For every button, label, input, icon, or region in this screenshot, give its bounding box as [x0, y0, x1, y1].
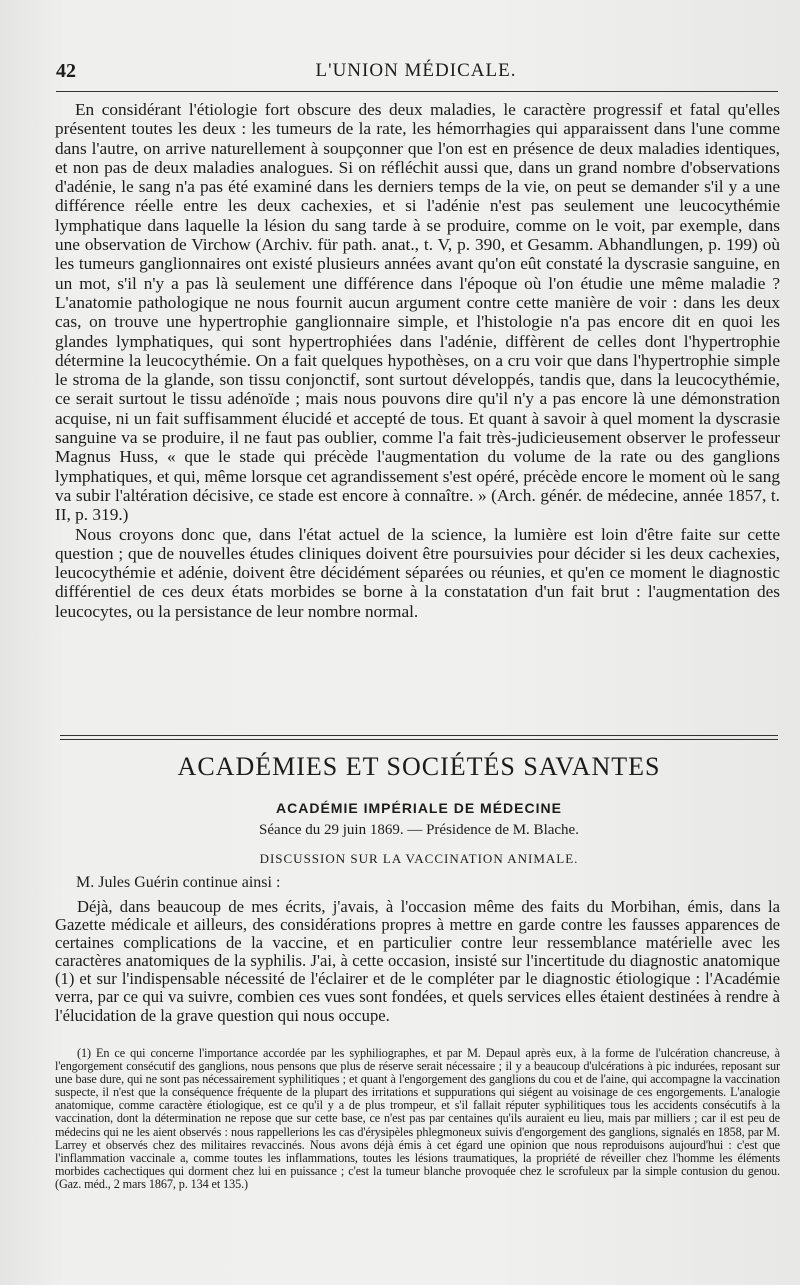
header-rule — [56, 91, 778, 92]
discussion-body — [55, 898, 780, 1025]
academy-title: ACADÉMIE IMPÉRIALE DE MÉDECINE — [276, 800, 562, 816]
article-paragraph: En considérant l'étiologie fort obscure des deux maladies, le caractère progressif et fatal qu'elles présentent toutes les deux : les tumeurs de la rate, les hémorrhagies qui apparaissent dans l'une comme dans l'autre, on arrive naturellement à soupçonner que l'on est en présence de deux maladies identiques, et non pas de deux maladies analogues. Si on réfléchit aussi que, dans un grand nombre d'observations d'adénie, le sang n'a pas été examiné dans les derniers temps de la vie, on peut se demander s'il y a une différence réelle entre les deux cachexies, et si l'adénie n'est pas seulement une leucocythémie lymphatique dans laquelle la lésion du sang tarde à se produire, comme on le voit, par exemple, dans une observation de Virchow (Archiv. für path. anat., t. V, p. 390, et Gesamm. Abhandlungen, p. 199) où les tumeurs ganglionnaires ont existé plusieurs années avant qu'on eût constaté la dyscrasie sanguine, en un mot, s'il n'y a pas là seulement une différence dans l'époque où l'on étudie une même maladie ? L'anatomie pathologique ne nous fournit aucun argument contre cette manière de voir : dans les deux cas, on trouve une hypertrophie ganglionnaire simple, et l'histologie n'a pas encore dit en quoi les glandes lymphatiques, qui sont hypertrophiées dans l'adénie, diffèrent de celles dont l'hypertrophie détermine la leucocythémie. On a fait quelques hypothèses, on a cru voir que dans l'hypertrophie simple le stroma de la glande, son tissu conjonctif, sont surtout développés, tandis que, dans la leucocythémie, ce serait surtout le tissu adénoïde ; mais nous pouvons dire qu'il n'y a pas encore là une démonstration acquise, ni un fait suffisamment élucidé et accepté de tous. Et quant à savoir à quel moment la dyscrasie sanguine va se produire, il ne faut pas oublier, comme l'a fait très-judicieusement observer le professeur Magnus Huss, « que le stade qui précède l'augmentation du volume de la rate ou des ganglions lymphatiques, et qui, même lorsque cet agrandissement s'est opéré, précède encore le moment où le sang va subir l'altération décisive, ce stade est encore à connaître. » (Arch. génér. de médecine, année 1857, t. II, p. 319.) — [55, 100, 780, 525]
section-separator — [60, 735, 778, 740]
journal-title: L'UNION MÉDICALE. — [315, 60, 517, 81]
discussion-heading: DISCUSSION SUR LA VACCINATION ANIMALE. — [259, 851, 579, 866]
running-header — [52, 60, 780, 84]
footnote — [55, 1047, 780, 1191]
session-line: Séance du 29 juin 1869. — Présidence de M. Blache. — [259, 822, 579, 838]
discussion-paragraph: Déjà, dans beaucoup de mes écrits, j'avais, à l'occasion même des faits du Morbihan, émis, dans la Gazette médicale et ailleurs, des considérations propres à mettre en garde contre les fausses apparences de certaines complications de la vaccine, et en particulier contre leur ressemblance matérielle avec les caractères anatomiques de la syphilis. J'ai, à cette occasion, insisté sur l'incertitude du diagnostic anatomique (1) et sur l'indispensable nécessité de l'éclairer et de le compléter par le diagnostic étiologique : l'Académie verra, par ce qui va suivre, combien ces vues sont fondées, et quels services elles étaient destinées à rendre à l'élucidation de la grave question qui nous occupe. — [55, 897, 780, 1025]
section-title: ACADÉMIES ET SOCIÉTÉS SAVANTES — [177, 752, 661, 781]
article-paragraph: Nous croyons donc que, dans l'état actuel de la science, la lumière est loin d'être faite sur cette question ; que de nouvelles études cliniques doivent être poursuivies pour décider si les deux cachexies, leucocythémie et adénie, doivent être décidément séparées ou réunies, et qu'en ce moment le diagnostic différentiel de ces deux états morbides se borne à la constatation d'un fait brut : l'augmentation des leucocytes, ou la persistance de leur nombre normal. — [55, 524, 780, 621]
article-body — [55, 100, 780, 621]
speaker-line: M. Jules Guérin continue ainsi : — [76, 874, 281, 891]
footnote-text: (1) En ce qui concerne l'importance accordée par les syphiliographes, et par M. Depaul après eux, à la forme de l'ulcération chancreuse, à l'engorgement consécutif des ganglions, nous pensons que plus de réserve serait nécessaire ; il y a beaucoup d'ulcérations à pic indurées, reposant sur une base dure, qui ne sont pas nécessairement syphilitiques ; et quant à l'engorgement des ganglions du cou et de l'aine, qui accompagne la vaccination suspecte, il n'est que la conséquence fréquente de la plupart des irritations et suppurations qui siégent au voisinage de ces engorgements. L'analogie anatomique, comme caractère étiologique, est ce qu'il y a de plus trompeur, et s'il fallait réputer syphilitiques tous les accidents consécutifs à la vaccination, dont la détermination ne repose que sur cette base, ce n'est pas par centaines qu'ils auraient eu lieu, mais par milliers ; car il est peu de médecins qui ne les aient observés : nous rappellerions les cas d'érysipèles phlegmoneux suivis d'engorgement des ganglions, signalés en 1858, par M. Larrey et observés chez des militaires revaccinés. Nous avons déjà émis à cet égard une opinion que nous reproduisons aujourd'hui : c'est que l'inflammation vaccinale a, comme toutes les inflammations, toutes les lésions traumatiques, la propriété de réveiller chez l'homme les éléments morbides cachectiques qui dorment chez lui en puissance ; c'est la tumeur blanche provoquée chez le scrofuleux par la simple contusion du genou. (Gaz. méd., 2 mars 1867, p. 134 et 135.) — [55, 1046, 780, 1191]
page-number: 42 — [56, 60, 76, 82]
